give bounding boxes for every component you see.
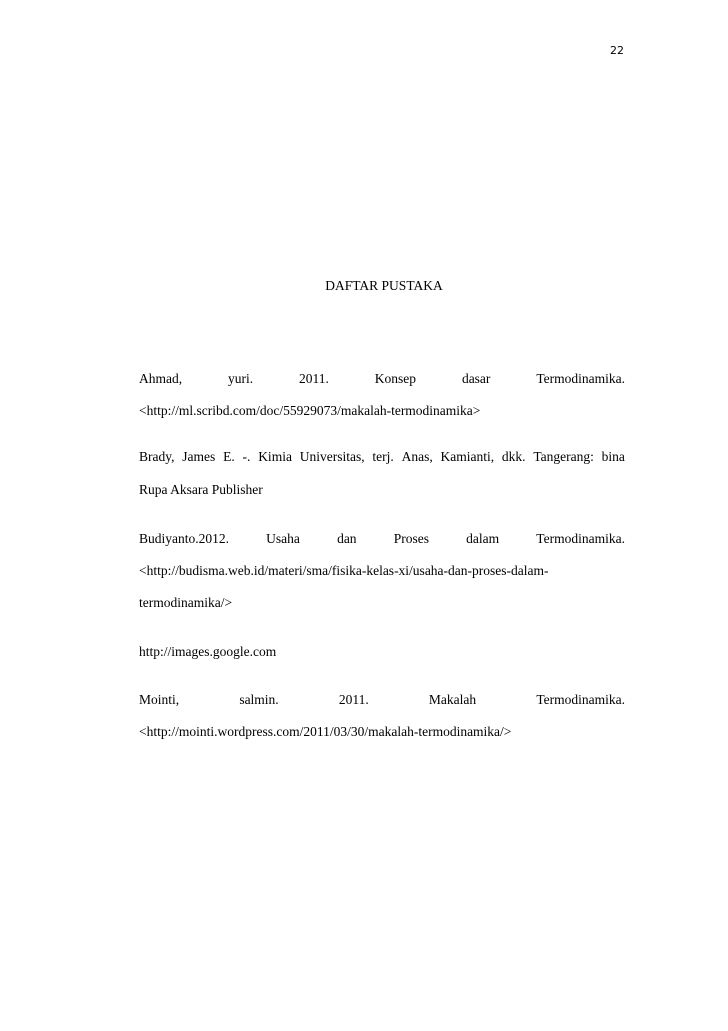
reference-word: Kimia (258, 449, 292, 464)
reference-line (139, 370, 625, 388)
reference-word: Ahmad, (139, 371, 183, 386)
reference-url: termodinamika/> (139, 595, 233, 610)
reference-url: <http://ml.scribd.com/doc/55929073/makalah-termodinamika> (139, 403, 481, 418)
reference-word: 2011. (299, 371, 329, 386)
reference-word: Tangerang: (533, 449, 594, 464)
reference-line (139, 530, 625, 548)
reference-url: <http://budisma.web.id/materi/sma/fisika-kelas-xi/usaha-dan-proses-dalam- (139, 563, 549, 578)
reference-word: Brady, (139, 449, 175, 464)
reference-word: yuri. (228, 371, 254, 386)
reference-word: Termodinamika. (536, 531, 625, 546)
reference-word: Makalah (428, 692, 477, 707)
reference-word: E. (223, 449, 235, 464)
reference-word: dasar (461, 371, 491, 386)
reference-word: Termodinamika. (536, 371, 625, 386)
reference-word: Konsep (374, 371, 417, 386)
reference-word: dalam (466, 531, 500, 546)
reference-line (139, 691, 625, 709)
reference-word: -. (242, 449, 251, 464)
reference-line: Rupa Aksara Publisher (139, 482, 263, 497)
reference-url: http://images.google.com (139, 644, 277, 659)
reference-word: Kamianti, (440, 449, 495, 464)
reference-word: terj. (372, 449, 394, 464)
reference-word: bina (601, 449, 625, 464)
page-title: DAFTAR PUSTAKA (325, 278, 443, 293)
reference-word: Usaha (266, 531, 300, 546)
reference-line (139, 448, 625, 466)
reference-word: Budiyanto.2012. (139, 531, 229, 546)
reference-word: Mointi, (139, 692, 180, 707)
reference-word: Proses (393, 531, 429, 546)
reference-url: <http://mointi.wordpress.com/2011/03/30/makalah-termodinamika/> (139, 724, 512, 739)
reference-word: salmin. (239, 692, 279, 707)
reference-word: James (182, 449, 216, 464)
page-number: 22 (610, 44, 624, 57)
reference-word: dkk. (501, 449, 526, 464)
reference-word: 2011. (338, 692, 369, 707)
reference-word: Universitas, (299, 449, 365, 464)
reference-word: Anas, (401, 449, 433, 464)
reference-word: Termodinamika. (536, 692, 625, 707)
reference-word: dan (337, 531, 357, 546)
